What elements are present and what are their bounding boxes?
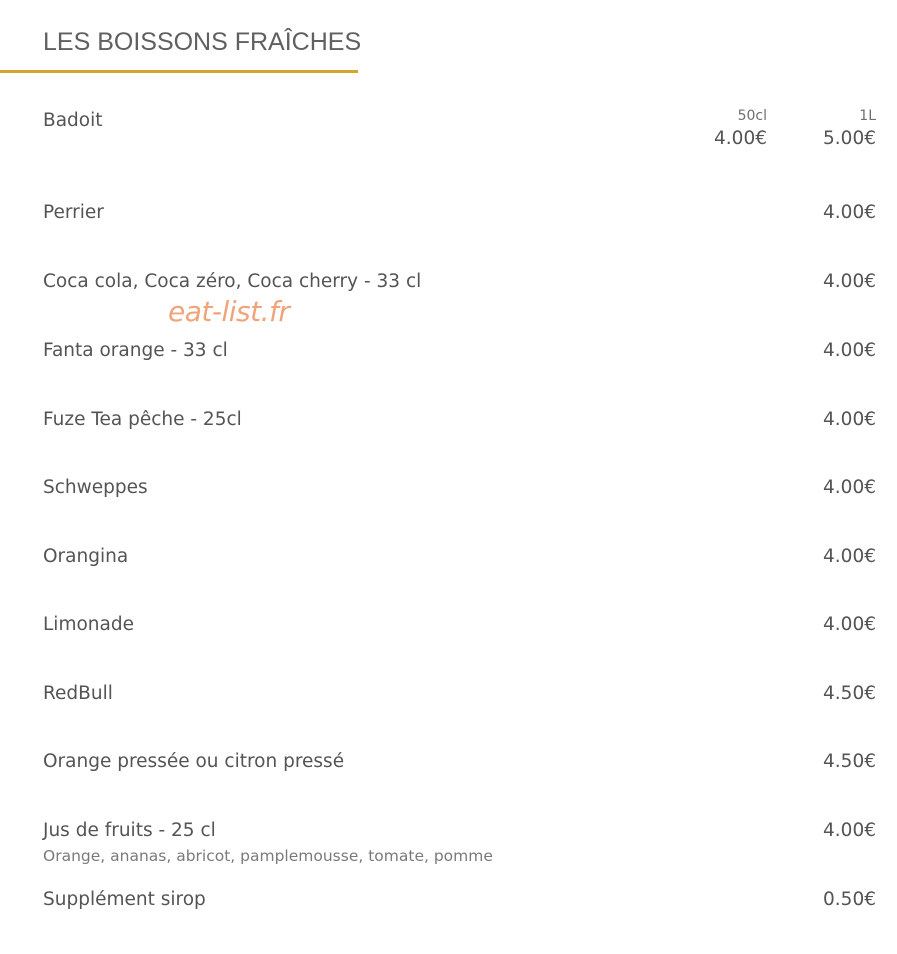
item-price: 4.50€ xyxy=(823,683,876,704)
title-underline xyxy=(0,70,358,73)
item-name: Fuze Tea pêche - 25cl xyxy=(43,409,242,430)
item-name: Limonade xyxy=(43,614,134,635)
item-price: 4.00€ xyxy=(823,202,876,223)
item-name: Fanta orange - 33 cl xyxy=(43,340,228,361)
watermark: eat-list.fr xyxy=(168,295,290,328)
item-name: Orangina xyxy=(43,546,129,567)
price-value: 4.00€ xyxy=(714,128,767,149)
item-price: 4.00€ xyxy=(823,340,876,361)
price-value: 5.00€ xyxy=(823,128,876,149)
item-name: Supplément sirop xyxy=(43,889,206,910)
item-name: Coca cola, Coca zéro, Coca cherry - 33 cl xyxy=(43,271,422,292)
price-col-1l xyxy=(823,108,876,150)
item-name: Schweppes xyxy=(43,477,148,498)
size-label: 50cl xyxy=(737,108,767,124)
item-price: 4.00€ xyxy=(823,409,876,430)
item-name: Badoit xyxy=(43,110,103,131)
item-name: Orange pressée ou citron pressé xyxy=(43,751,345,772)
item-price: 4.00€ xyxy=(823,820,876,841)
item-name: Jus de fruits - 25 cl xyxy=(43,820,216,841)
item-name: RedBull xyxy=(43,683,113,704)
item-price: 4.00€ xyxy=(823,614,876,635)
menu-item-badoit xyxy=(43,110,876,160)
item-price: 4.00€ xyxy=(823,546,876,567)
item-price: 4.00€ xyxy=(823,271,876,292)
item-price: 0.50€ xyxy=(823,889,876,910)
item-price: 4.00€ xyxy=(823,477,876,498)
item-name: Perrier xyxy=(43,202,104,223)
item-price: 4.50€ xyxy=(823,751,876,772)
price-col-50cl xyxy=(714,108,767,150)
size-label: 1L xyxy=(859,108,876,124)
section-title: LES BOISSONS FRAÎCHES xyxy=(43,28,362,56)
item-description: Orange, ananas, abricot, pamplemousse, tomate, pomme xyxy=(43,847,493,865)
